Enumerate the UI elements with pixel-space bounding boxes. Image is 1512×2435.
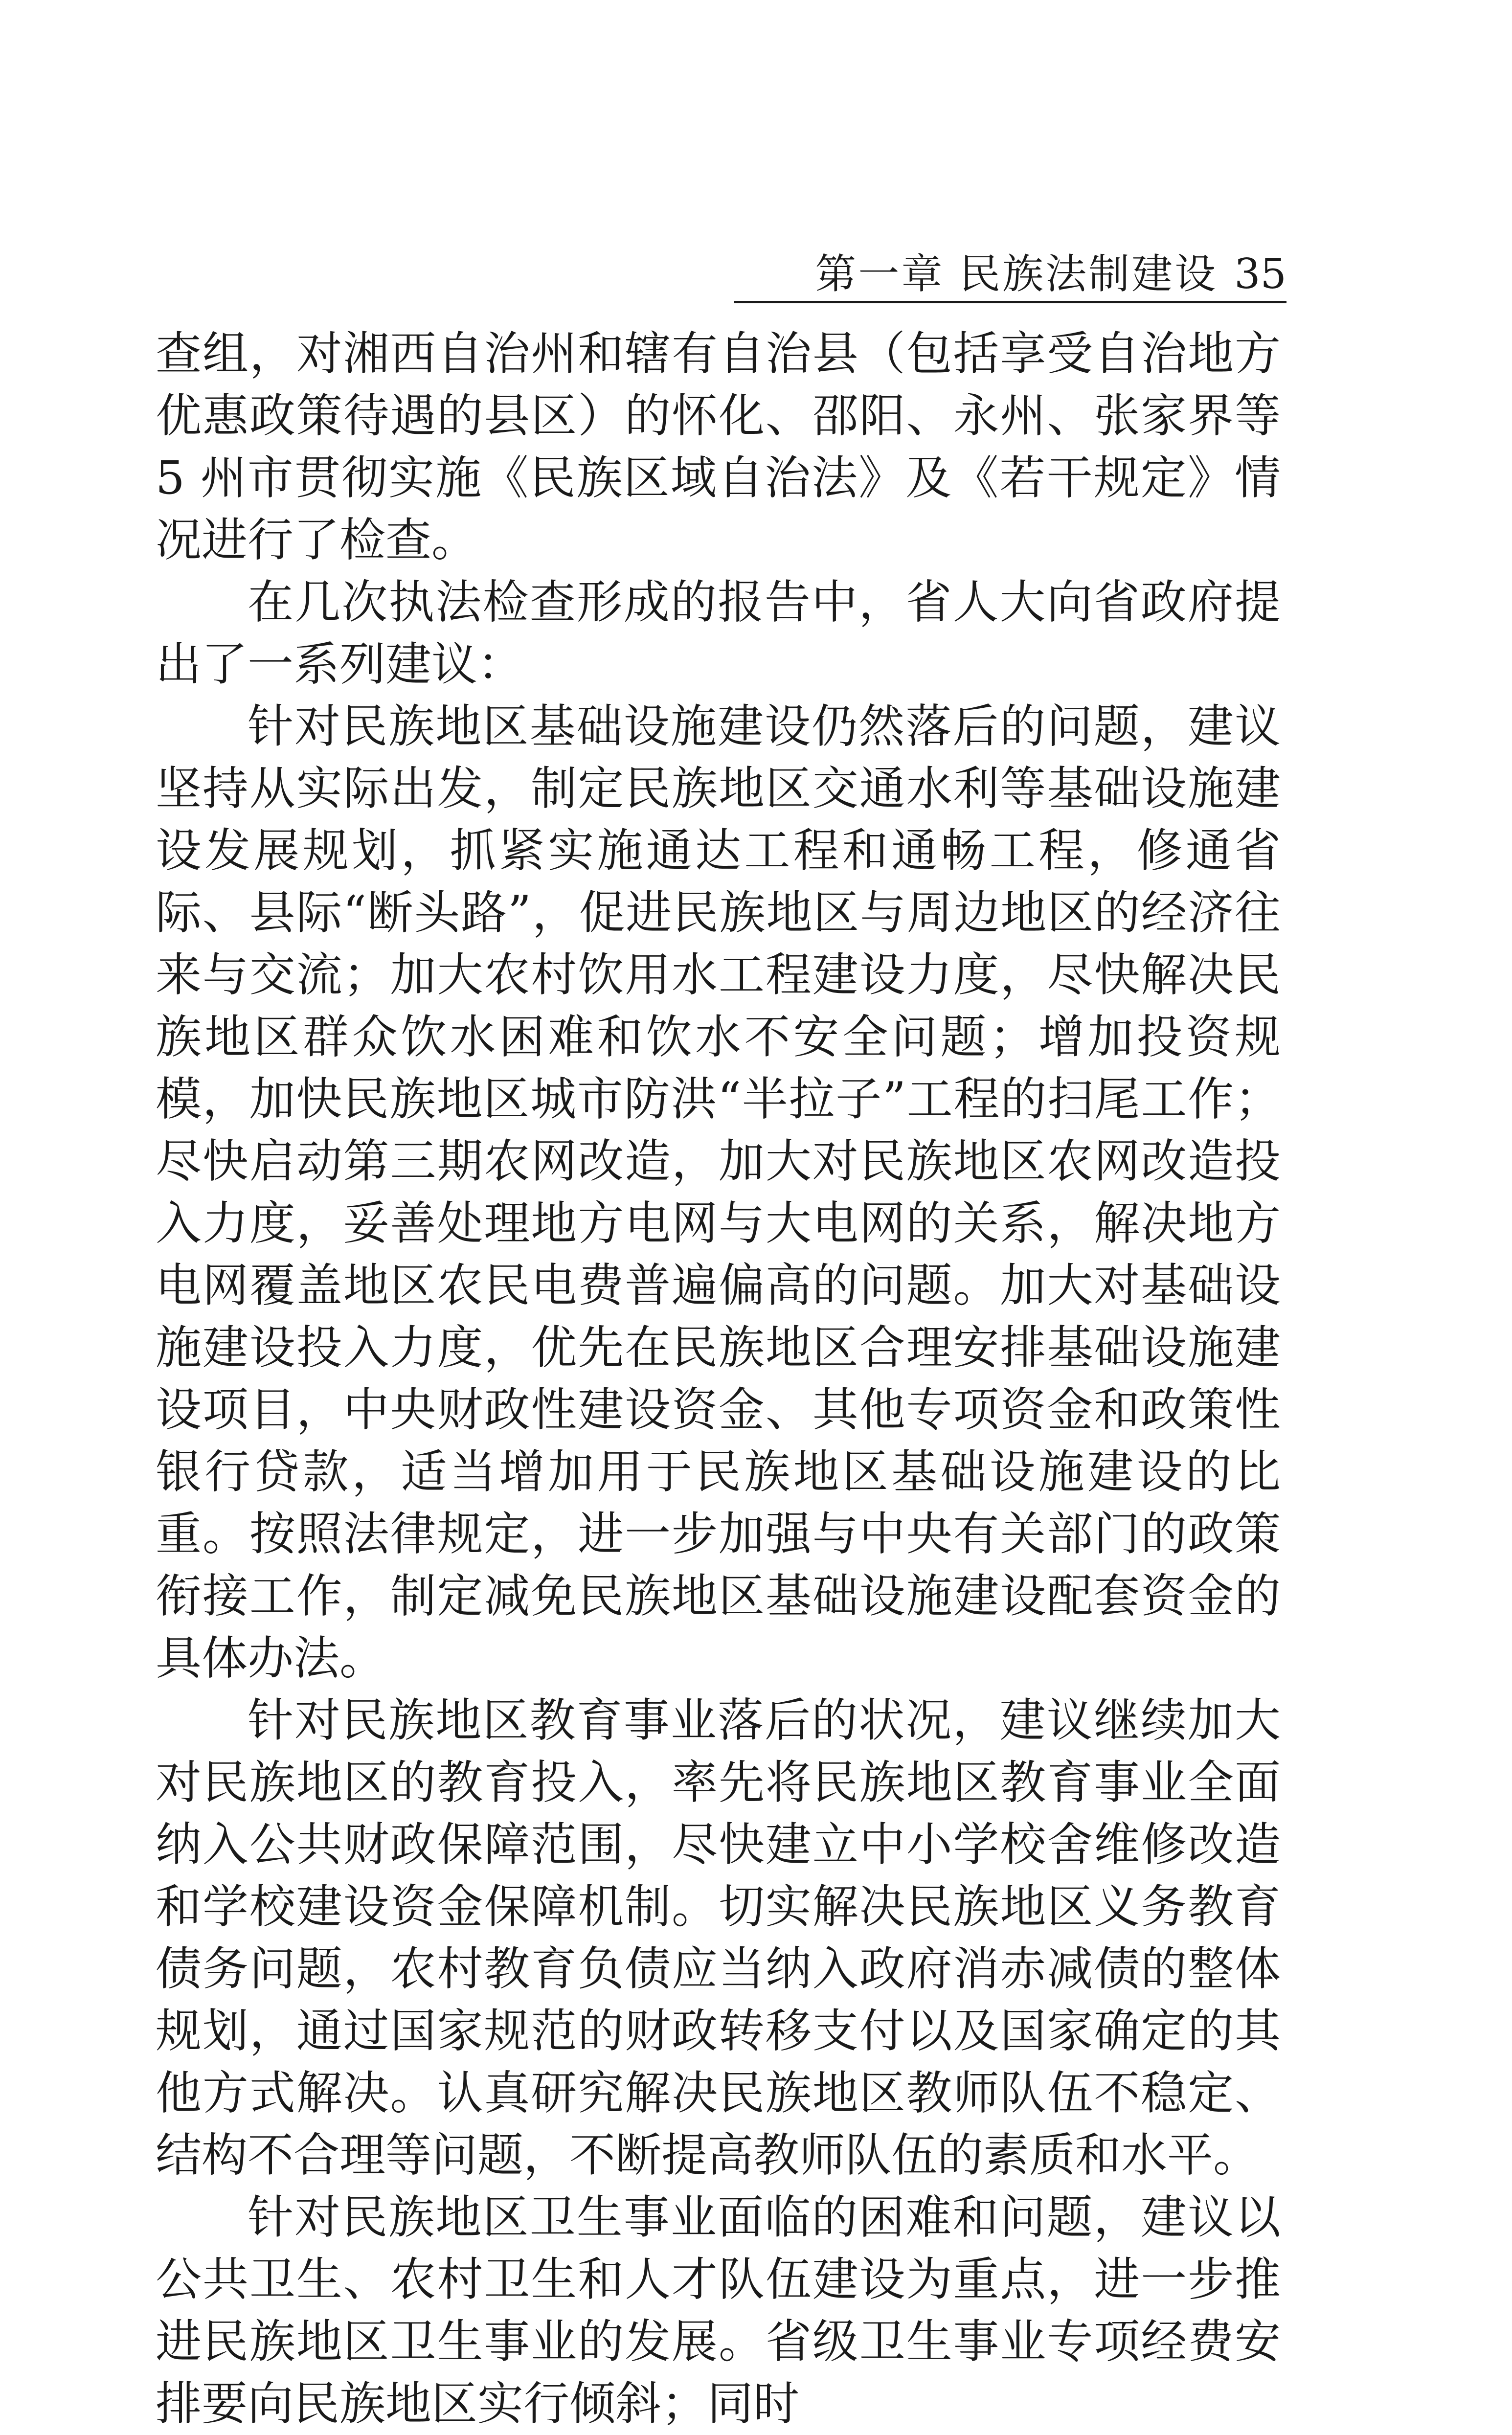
running-header [734,247,1286,303]
chapter-title: 第一章 民族法制建设 [815,250,1218,298]
page-number: 35 [1234,250,1286,298]
paragraph-infrastructure: 针对民族地区基础设施建设仍然落后的问题，建议坚持从实际出发，制定民族地区交通水利等基础设施建设发展规划，抓紧实施通达工程和通畅工程，修通省际、县际“断头路”，促进民族地区与周边地区的经济往来与交流；加大农村饮用水工程建设力度，尽快解决民族地区群众饮水困难和饮水不安全问题；增加投资规模，加快民族地区城市防洪“半拉子”工程的扫尾工作；尽快启动第三期农网改造，加大对民族地区农网改造投入力度，妥善处理地方电网与大电网的关系，解决地方电网覆盖地区农民电费普遍偏高的问题。加大对基础设施建设投入力度，优先在民族地区合理安排基础设施建设项目，中央财政性建设资金、其他专项资金和政策性银行贷款，适当增加用于民族地区基础设施建设的比重。按照法律规定，进一步加强与中央有关部门的政策衔接工作，制定减免民族地区基础设施建设配套资金的具体办法。 [156,700,1281,1685]
paragraph-health: 针对民族地区卫生事业面临的困难和问题，建议以公共卫生、农村卫生和人才队伍建设为重点，进一步推进民族地区卫生事业的发展。省级卫生事业专项经费安排要向民族地区实行倾斜；同时 [156,2191,1281,2431]
paragraph-recommendations-intro: 在几次执法检查形成的报告中，省人大向省政府提出了一系列建议： [156,576,1281,691]
paragraph-education: 针对民族地区教育事业落后的状况，建议继续加大对民族地区的教育投入，率先将民族地区教育事业全面纳入公共财政保障范围，尽快建立中小学校舍维修改造和学校建设资金保障机制。切实解决民族地区义务教育债务问题，农村教育负债应当纳入政府消赤减债的整体规划，通过国家规范的财政转移支付以及国家确定的其他方式解决。认真研究解决民族地区教师队伍不稳定、结构不合理等问题，不断提高教师队伍的素质和水平。 [156,1694,1281,2182]
body-text [156,323,1281,2435]
paragraph-continued: 查组，对湘西自治州和辖有自治县（包括享受自治地方优惠政策待遇的县区）的怀化、邵阳、永州、张家界等 5 州市贯彻实施《民族区域自治法》及《若干规定》情况进行了检查。 [156,327,1281,567]
